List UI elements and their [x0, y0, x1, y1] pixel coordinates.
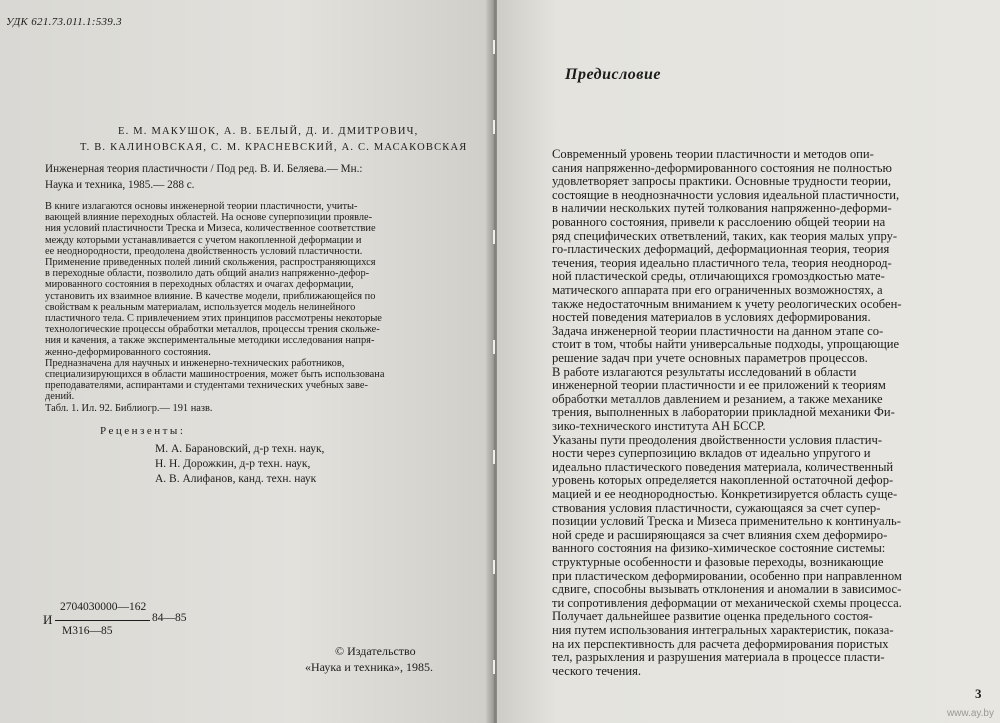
abstract-line: свойствам к реальным материалам, используется модель нелинейного	[45, 301, 356, 313]
left-page	[0, 0, 495, 723]
preface-line: при пластическом деформировании, особенно при направленном	[552, 568, 902, 583]
preface-line: позиции условий Треска и Мизеса применительно к континуаль-	[552, 514, 901, 529]
preface-line: также недостаточным вниманием к учету реологических особен-	[552, 296, 902, 311]
preface-line: стоит в том, чтобы найти универсальные подходы, упрощающие	[552, 337, 900, 352]
preface-line: ной среде и расширяющаяся за счет влияния схем деформиро-	[552, 527, 888, 542]
preface-line: инженерной теории пластичности и ее приложений к теориям	[552, 378, 886, 393]
abstract-line: установить их взаимное влияние. В качестве модели, приближающейся по	[45, 290, 376, 302]
preface-line: ствования условия пластичности, сужающаяся за счет супер-	[552, 500, 881, 515]
preface-line: го-пластических деформаций, деформационная теория, теория	[552, 242, 890, 257]
abstract-line: пластичного тела. С привлечением этих принципов рассмотрены некоторые	[45, 313, 382, 324]
preface-line: Указаны пути преодоления двойственности условия пластич-	[552, 432, 883, 447]
preface-line: ванного состояния на физико-химическое состояние системы:	[552, 541, 886, 556]
abstract-line: Табл. 1. Ил. 92. Библиогр.— 191 назв.	[45, 402, 213, 414]
reviewer: А. В. Алифанов, канд. техн. наук	[155, 473, 317, 485]
abstract-line: Предназначена для научных и инженерно-технических работников,	[45, 357, 345, 369]
preface-line: обработки металлов давлением и резанием, а также механике	[552, 391, 883, 406]
preface-line: ной пластической среды, отличающихся громоздкостью мате-	[552, 269, 885, 284]
authors-line-1: Е. М. МАКУШОК, А. В. БЕЛЫЙ, Д. И. ДМИТРОВИЧ,	[118, 126, 419, 137]
code-top: 2704030000—162	[60, 601, 147, 613]
code-letter: И	[43, 612, 53, 627]
preface-line: трения, выполненных в лаборатории прикладной механики Фи-	[552, 405, 895, 420]
preface-line: решение задач при учете основных параметров процессов.	[552, 351, 868, 365]
reviewer: М. А. Барановский, д-р техн. наук,	[155, 443, 325, 455]
reviewer: Н. Н. Дорожкин, д-р техн. наук,	[155, 458, 311, 470]
preface-line: сдвиге, способны вызывать отклонения и аномалии в зависимос-	[552, 582, 902, 597]
preface-line: Современный уровень теории пластичности и методов опи-	[552, 147, 874, 161]
stitch	[493, 450, 495, 464]
abstract-line: ее неоднородности, преодолена двойственность условий пластичности.	[45, 245, 363, 257]
preface-line: мацией и ее неоднородностью. Конкретизируется область суще-	[552, 487, 898, 501]
preface-line: идеально пластического поведения материала, количественный	[552, 459, 894, 474]
preface-line: ностей поведения материалов в условиях деформирования.	[552, 310, 871, 325]
preface-line: зико-технического института АН БССР.	[552, 419, 766, 433]
preface-line: ности через суперпозицию вкладов от идеально упругого и	[552, 446, 871, 461]
code-right: 84—85	[152, 612, 187, 624]
preface-line: в наличии нескольких путей толкования напряженно-деформи-	[552, 201, 892, 216]
preface-line: уровень которых определяется накопленной остаточной дефор-	[552, 473, 894, 488]
abstract-line: женно-деформированного состояния.	[45, 346, 211, 358]
reviewers-title: Рецензенты:	[100, 425, 186, 437]
stitch	[493, 560, 495, 574]
abstract-line: преподавателями, аспирантами и студентами технических учебных заве-	[45, 380, 368, 392]
preface-line: удовлетворяет запросы практики. Основные трудности теории,	[552, 174, 892, 189]
abstract-line: мированного состояния в переходных областях и очагах деформации,	[45, 279, 354, 291]
stitch	[493, 230, 495, 244]
preface-line: тел, разрыхления и разрушения материала в процессе пласти-	[552, 650, 885, 665]
bib-line: Наука и техника, 1985.— 288 с.	[45, 179, 195, 191]
stitch	[493, 660, 495, 674]
publisher-line-2: «Наука и техника», 1985.	[305, 660, 434, 674]
page-number: 3	[975, 686, 982, 701]
bib-line: Инженерная теория пластичности / Под ред. В. И. Беляева.— Мн.:	[45, 163, 363, 175]
preface-heading: Предисловие	[565, 66, 661, 83]
stitch	[493, 120, 495, 134]
preface-line: состоящие в неоднозначности условия идеальной пластичности,	[552, 187, 900, 202]
watermark: www.ay.by	[946, 708, 994, 719]
abstract-line: ния условий пластичности Треска и Мизеса, количественное соответствие	[45, 223, 376, 235]
abstract-line: между которыми устанавливается с учетом накопленной деформации и	[45, 234, 362, 246]
abstract-line: ния и качения, а также экспериментальные методики исследования напря-	[45, 335, 375, 347]
preface-line: ряд специфических ответвлений, таких, как теория малых упру-	[552, 228, 898, 243]
abstract-line: Применение приведенных полей линий скольжения, распространяющихся	[45, 257, 376, 268]
preface-line: рованного состояния, привели к расслоению общей теории на	[552, 215, 886, 229]
preface-line: структурные особенности и фазовые переходы, возникающие	[552, 555, 884, 569]
preface-line: ния путем использования интегральных характеристик, показа-	[552, 623, 894, 637]
abstract-line: специализирующихся в области машиностроения, может быть использована	[45, 369, 385, 380]
code-divider	[55, 620, 150, 621]
preface-line: ческого течения.	[552, 663, 642, 678]
code-bottom: М316—85	[62, 625, 113, 637]
abstract-line: технологические процессы обработки металлов, процессы трения скольже-	[45, 324, 380, 336]
preface-line: В работе излагаются результаты исследований в области	[552, 364, 857, 379]
abstract-line: в переходные области, позволило дать общий анализ напряженно-дефор-	[45, 268, 370, 280]
right-page	[497, 0, 1000, 723]
preface-line: матического аппарата при его ограниченных возможностях, а	[552, 283, 883, 297]
preface-line: Задача инженерной теории пластичности на данном этапе со-	[552, 323, 884, 338]
preface-line: на их перспективность для расчета деформирования пористых	[552, 636, 889, 651]
preface-line: сания напряженно-деформированного состояния не полностью	[552, 160, 892, 175]
abstract-line: дений.	[45, 391, 75, 403]
stitch	[493, 40, 495, 54]
preface-line: течения, теория идеально пластичного тела, теория неоднород-	[552, 255, 892, 270]
preface-line: Получает дальнейшее развитие оценка предельного состоя-	[552, 609, 873, 624]
abstract-line: вающей влияние переходных областей. На основе суперпозиции проявле-	[45, 212, 373, 224]
abstract-line: В книге излагаются основы инженерной теории пластичности, учиты-	[45, 201, 358, 212]
authors-line-2: Т. В. КАЛИНОВСКАЯ, С. М. КРАСНЕВСКИЙ, А. С. МАСАКОВСКАЯ	[80, 142, 468, 153]
udk-code: УДК 621.73.011.1:539.3	[6, 16, 122, 28]
publisher-line-1: © Издательство	[335, 644, 416, 658]
stitch	[493, 340, 495, 354]
preface-line: ти сопротивления деформации от механической схемы процесса.	[552, 595, 902, 610]
